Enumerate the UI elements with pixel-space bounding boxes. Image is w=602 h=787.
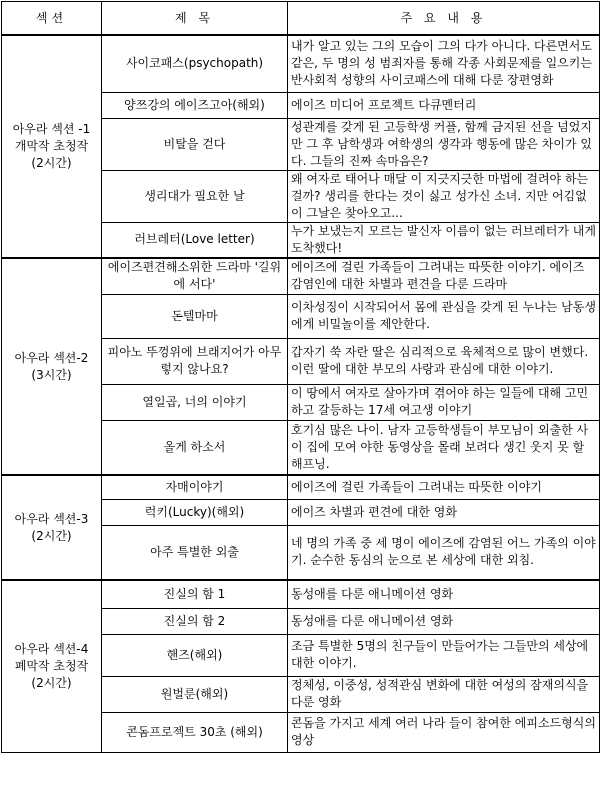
section-name: 아우라 섹션-2 xyxy=(14,350,89,365)
film-description: 네 명의 가족 중 세 명이 에이즈에 감염된 어느 가족의 이야기. 순수한 동심의 눈으로 본 세상에 대한 외침. xyxy=(288,525,600,580)
film-title: 에이즈편견해소위한 드라마 '길위에 서다' xyxy=(102,258,288,294)
section-duration: (3시간) xyxy=(31,367,72,382)
film-description: 정체성, 이중성, 성적관심 변화에 대한 여성의 잠재의식을 다룬 영화 xyxy=(288,676,600,712)
film-description: 이차성징이 시작되어서 몸에 관심을 갖게 된 누나는 남동생에게 비밀놀이를 제안한다. xyxy=(288,294,600,338)
section-cell xyxy=(2,580,102,752)
section-name: 아우라 섹션 -1 xyxy=(12,122,91,136)
table-row xyxy=(2,580,600,608)
film-description: 호기심 많은 나이. 남자 고등학생들이 부모님이 외출한 사이 집에 모여 야한 동영상을 몰래 보려다 생긴 웃지 못 할 해프닝. xyxy=(288,420,600,475)
film-title: 자매이야기 xyxy=(102,475,288,499)
section-cell xyxy=(2,258,102,475)
film-description: 왜 여자로 태어나 매달 이 지긋지긋한 마법에 걸려야 하는 걸까? 생리를 한다는 것이 싫고 성가신 소녀. 지만 어김없이 그날은 찾아오고... xyxy=(288,170,600,222)
film-description: 에이즈에 걸린 가족들이 그려내는 따뜻한 이야기 xyxy=(288,475,600,499)
header-content: 주 요 내 용 xyxy=(288,2,600,36)
section-name: 아우라 섹션-4 xyxy=(14,641,89,656)
section-duration: (2시간) xyxy=(31,675,72,690)
film-description: 이 땅에서 여자로 살아가며 겪어야 하는 일들에 대해 고민하고 갈등하는 17세 여고생 이야기 xyxy=(288,384,600,420)
header-title: 제 목 xyxy=(102,2,288,36)
film-title: 럭키(Lucky)(해외) xyxy=(102,499,288,525)
section-name: 아우라 섹션-3 xyxy=(14,511,89,526)
film-description: 내가 알고 있는 그의 모습이 그의 다가 아니다. 다른면서도 같은, 두 명의 성 범죄자를 통해 각종 사회문제를 일으키는 반사회적 성향의 사이코패스에 대해 다룬 장편영화 xyxy=(288,35,600,92)
film-title: 피아노 뚜껑위에 브래지어가 아무렇지 않나요? xyxy=(102,338,288,384)
film-description: 누가 보냈는지 모르는 발신자 이름이 없는 러브레터가 내게 도착했다! xyxy=(288,222,600,258)
film-title: 생리대가 필요한 날 xyxy=(102,170,288,222)
film-description: 에이즈 미디어 프로젝트 다큐멘터리 xyxy=(288,92,600,118)
header-row xyxy=(2,2,600,36)
section-duration: (2시간) xyxy=(31,156,72,170)
section-cell xyxy=(2,475,102,580)
film-title: 진실의 함 2 xyxy=(102,608,288,634)
film-title: 콘돔프로젝트 30초 (해외) xyxy=(102,712,288,752)
film-description: 에이즈에 걸린 가족들이 그려내는 따뜻한 이야기. 에이즈 감염인에 대한 차별과 편견을 다룬 드라마 xyxy=(288,258,600,294)
film-title: 러브레터(Love letter) xyxy=(102,222,288,258)
film-description: 갑자기 쑥 자란 딸은 심리적으로 육체적으로 많이 변했다. 이런 딸에 대한 부모의 사랑과 관심에 대한 이야기. xyxy=(288,338,600,384)
table-row xyxy=(2,258,600,294)
film-title: 핸즈(해외) xyxy=(102,634,288,676)
film-title: 돈텔마마 xyxy=(102,294,288,338)
film-description: 동성애를 다룬 애니메이션 영화 xyxy=(288,608,600,634)
film-title: 양쯔강의 에이즈고아(해외) xyxy=(102,92,288,118)
film-title: 올게 하소서 xyxy=(102,420,288,475)
film-description: 에이즈 차별과 편견에 대한 영화 xyxy=(288,499,600,525)
film-title: 사이코패스(psychopath) xyxy=(102,35,288,92)
section-cell xyxy=(2,35,102,258)
film-title: 비탈을 걷다 xyxy=(102,118,288,170)
program-table xyxy=(1,1,600,753)
film-description: 성관계를 갖게 된 고등학생 커플, 함께 금지된 선을 넘었지만 그 후 남학생과 여학생의 생각과 행동에 많은 차이가 있다. 그들의 진짜 속마음은? xyxy=(288,118,600,170)
section-duration: (2시간) xyxy=(31,528,72,543)
film-title: 진실의 함 1 xyxy=(102,580,288,608)
section-subtitle: 개막작 초청작 xyxy=(14,139,89,153)
film-title: 원벌룬(해외) xyxy=(102,676,288,712)
film-title: 아주 특별한 외출 xyxy=(102,525,288,580)
film-description: 동성애를 다룬 애니메이션 영화 xyxy=(288,580,600,608)
film-title: 열일곱, 너의 이야기 xyxy=(102,384,288,420)
section-subtitle: 폐막작 초청작 xyxy=(14,658,89,673)
table-row xyxy=(2,35,600,92)
header-section: 섹션 xyxy=(2,2,102,36)
film-description: 조금 특별한 5명의 친구들이 만들어가는 그들만의 세상에 대한 이야기. xyxy=(288,634,600,676)
table-row xyxy=(2,475,600,499)
film-description: 콘돔을 가지고 세계 여러 나라 들이 참여한 에피소드형식의 영상 xyxy=(288,712,600,752)
